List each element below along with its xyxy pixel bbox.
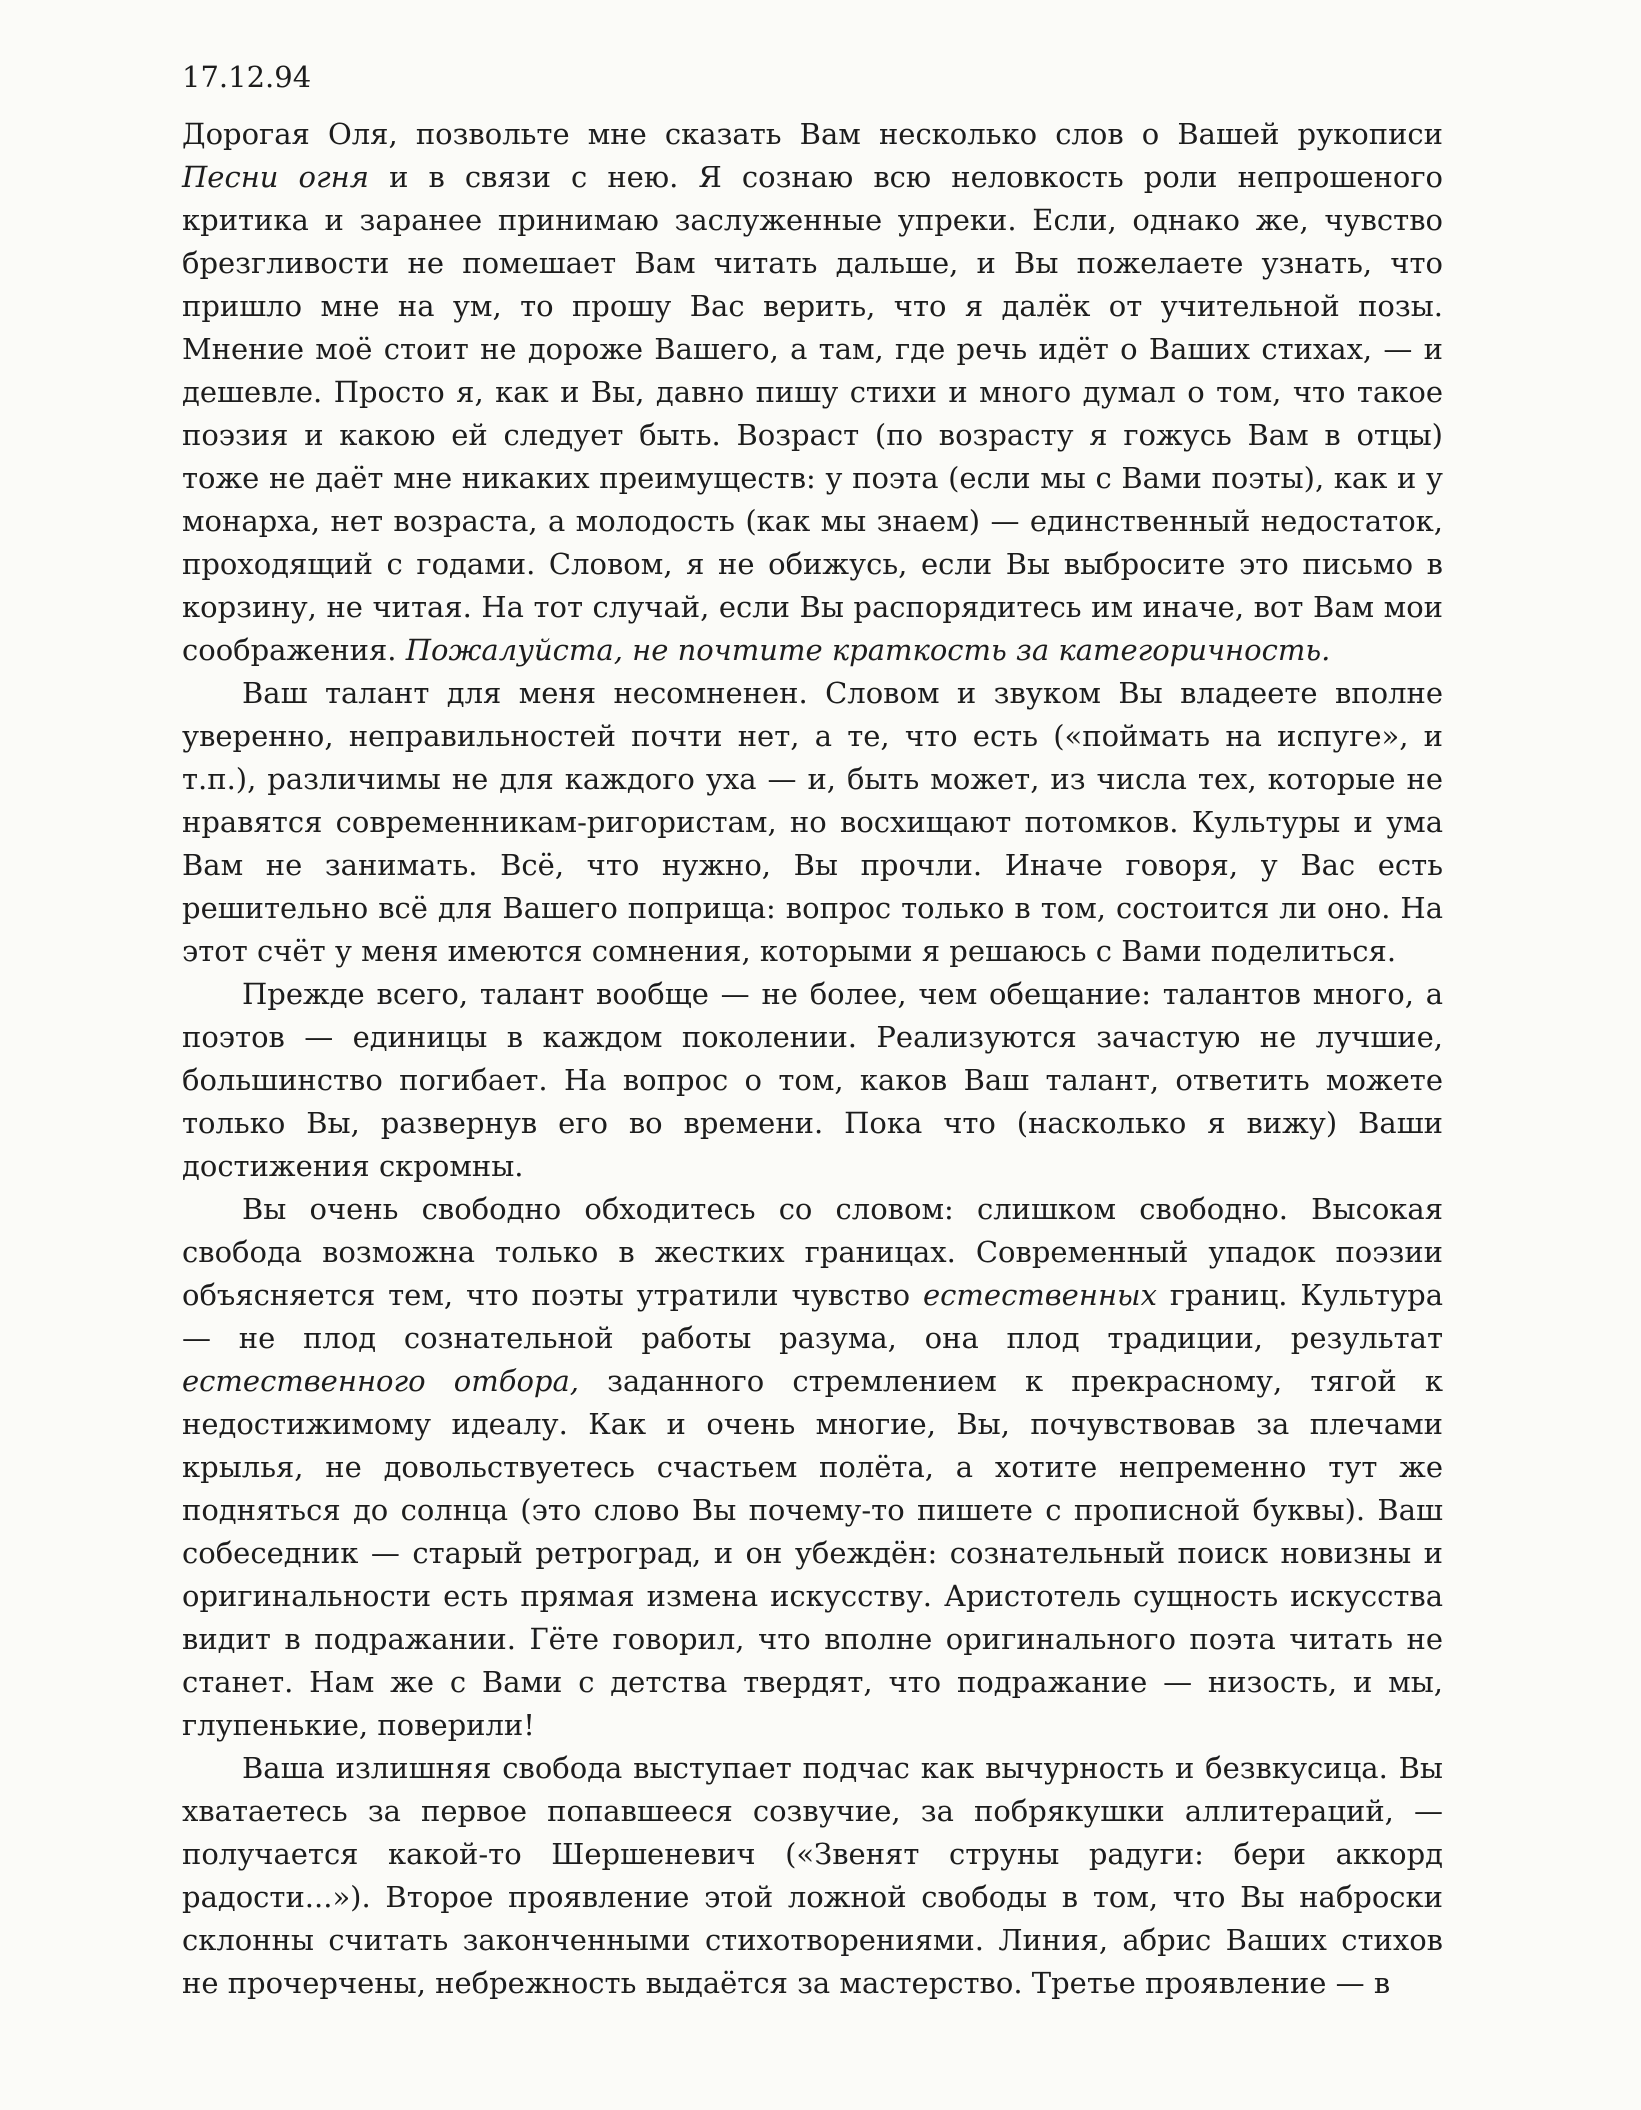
letter-paragraph — [182, 113, 1443, 672]
italic-text-run: естественного отбора, — [182, 1364, 579, 1398]
text-run: границ. Культура — не плод сознательной работы разума, она плод традиции, результат — [182, 1278, 1444, 1355]
letter-paragraph — [182, 1747, 1443, 2005]
text-run: заданного стремлением к прекрасному, тягой к недостижимому идеалу. Как и очень многие, Вы, почувствовав за плечами крылья, не довольствуетесь счастьем полёта, а хотите непременно тут же подняться до солнца (это слово Вы почему-то пишете с прописной буквы). Ваш собеседник — старый ретроград, и он убеждён: сознательный поиск новизны и оригинальности есть прямая измена искусству. Аристотель сущность искусства видит в подражании. Гёте говорил, что вполне оригинального поэта читать не станет. Нам же с Вами с детства твердят, что подражание — низость, и мы, глупенькие, поверили! — [182, 1364, 1443, 1742]
letter-date: 17.12.94 — [182, 60, 312, 94]
text-run: Вы очень свободно обходитесь со словом: слишком свободно. Высокая свобода возможна только в жестких границах. Современный упадок поэзии объясняется тем, что поэты утратили чувство — [182, 1192, 1443, 1312]
letter-paragraph — [182, 1188, 1443, 1747]
letter-paragraph — [182, 672, 1443, 973]
italic-text-run: Пожалуйста, не почтите краткость за категоричность. — [405, 633, 1331, 667]
italic-text-run: Песни огня — [182, 160, 369, 194]
italic-text-run: естественных — [923, 1278, 1158, 1312]
letter-body — [182, 113, 1443, 2005]
text-run: Ваша излишняя свобода выступает подчас как вычурность и безвкусица. Вы хватаетесь за первое попавшееся созвучие, за побрякушки аллитераций, — получается какой-то Шершеневич («Звенят струны радуги: бери аккорд радости...»). Второе проявление этой ложной свободы в том, что Вы наброски склонны считать законченными стихотворениями. Линия, абрис Ваших стихов не прочерчены, небрежность выдаётся за мастерство. Третье проявление — в — [182, 1751, 1443, 2000]
text-run: Прежде всего, талант вообще — не более, чем обещание: талантов много, а поэтов — единицы в каждом поколении. Реализуются зачастую не лучшие, большинство погибает. На вопрос о том, каков Ваш талант, ответить можете только Вы, развернув его во времени. Пока что (насколько я вижу) Ваши достижения скромны. — [182, 977, 1443, 1183]
text-run: Дорогая Оля, позвольте мне сказать Вам несколько слов о Вашей рукописи — [182, 117, 1443, 151]
text-run: и в связи с нею. Я сознаю всю неловкость роли непрошеного критика и заранее принимаю заслуженные упреки. Если, однако же, чувство брезгливости не помешает Вам читать дальше, и Вы пожелаете узнать, что пришло мне на ум, то прошу Вас верить, что я далёк от учительной позы. Мнение моё стоит не дороже Вашего, а там, где речь идёт о Ваших стихах, — и дешевле. Просто я, как и Вы, давно пишу стихи и много думал о том, что такое поэзия и какою ей следует быть. Возраст (по возрасту я гожусь Вам в отцы) тоже не даёт мне никаких преимуществ: у поэта (если мы с Вами поэты), как и у монарха, нет возраста, а молодость (как мы знаем) — единственный недостаток, проходящий с годами. Словом, я не обижусь, если Вы выбросите это письмо в корзину, не читая. На тот случай, если Вы распорядитесь им иначе, вот Вам мои соображения. — [182, 160, 1443, 667]
text-run: Ваш талант для меня несомненен. Словом и звуком Вы владеете вполне уверенно, неправильностей почти нет, а те, что есть («поймать на испуге», и т.п.), различимы не для каждого уха — и, быть может, из числа тех, которые не нравятся современникам-ригористам, но восхищают потомков. Культуры и ума Вам не занимать. Всё, что нужно, Вы прочли. Иначе говоря, у Вас есть решительно всё для Вашего поприща: вопрос только в том, состоится ли оно. На этот счёт у меня имеются сомнения, которыми я решаюсь с Вами поделиться. — [182, 676, 1443, 968]
letter-paragraph — [182, 973, 1443, 1188]
